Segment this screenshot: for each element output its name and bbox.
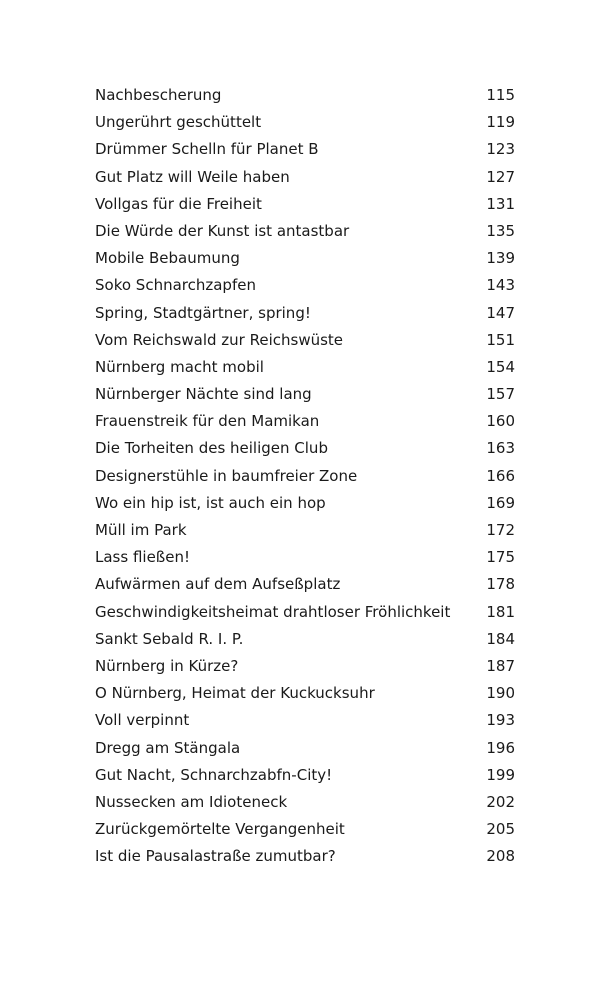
toc-entry-title: Drümmer Schelln für Planet B — [95, 140, 319, 159]
toc-entry — [95, 793, 515, 820]
toc-entry-title: Geschwindigkeitsheimat drahtloser Fröhlichkeit — [95, 602, 451, 621]
toc-entry — [95, 494, 515, 521]
toc-entry-title: Zurückgemörtelte Vergangenheit — [95, 820, 345, 839]
toc-entry-page-number: 119 — [486, 113, 515, 132]
toc-entry — [95, 331, 515, 358]
toc-entry — [95, 684, 515, 711]
toc-entry-title: Vom Reichswald zur Reichswüste — [95, 330, 344, 349]
toc-entry — [95, 222, 515, 249]
toc-entry-title: Nachbescherung — [95, 86, 222, 104]
toc-entry-page-number: 196 — [486, 738, 515, 757]
toc-entry-title: Müll im Park — [95, 521, 187, 539]
toc-entry-page-number: 163 — [486, 439, 515, 458]
toc-entry-title: Nürnberger Nächte sind lang — [95, 385, 312, 404]
toc-entry-page-number: 135 — [486, 221, 515, 240]
toc-entry-page-number: 199 — [486, 765, 515, 784]
toc-entry-page-number: 193 — [486, 711, 515, 730]
toc-entry — [95, 548, 515, 575]
toc-entry — [95, 168, 515, 195]
toc-entry — [95, 304, 515, 331]
toc-entry-page-number: 123 — [486, 140, 515, 159]
toc-entry-title: Gut Platz will Weile haben — [95, 167, 290, 186]
toc-entry-page-number: 172 — [486, 521, 515, 539]
toc-entry-page-number: 127 — [486, 167, 515, 186]
toc-entry — [95, 739, 515, 766]
toc-entry-title: Lass fließen! — [95, 548, 190, 567]
toc-entry-page-number: 143 — [486, 276, 515, 295]
toc-entry-page-number: 166 — [486, 466, 515, 485]
toc-entry-title: Wo ein hip ist, ist auch ein hop — [95, 493, 326, 512]
toc-entry — [95, 412, 515, 439]
toc-entry — [95, 113, 515, 140]
toc-entry — [95, 820, 515, 847]
toc-entry-title: Dregg am Stängala — [95, 738, 241, 757]
toc-entry-title: Nürnberg macht mobil — [95, 357, 264, 376]
toc-entry — [95, 766, 515, 793]
table-of-contents — [95, 86, 515, 874]
toc-entry — [95, 385, 515, 412]
toc-entry-page-number: 187 — [486, 656, 515, 675]
toc-entry — [95, 358, 515, 385]
toc-entry-title: Ist die Pausalastraße zumutbar? — [95, 847, 336, 866]
toc-entry-title: Voll verpinnt — [95, 711, 190, 730]
toc-entry — [95, 711, 515, 738]
toc-entry — [95, 276, 515, 303]
toc-entry-title: Ungerührt geschüttelt — [95, 113, 262, 132]
toc-entry-title: Aufwärmen auf dem Aufseßplatz — [95, 575, 341, 594]
toc-entry — [95, 140, 515, 167]
toc-entry-page-number: 160 — [486, 412, 515, 431]
toc-entry-title: Spring, Stadtgärtner, spring! — [95, 303, 311, 322]
toc-entry-page-number: 208 — [486, 847, 515, 866]
toc-entry-page-number: 202 — [486, 792, 515, 811]
toc-entry — [95, 575, 515, 602]
toc-entry-page-number: 184 — [486, 629, 515, 648]
toc-entry-page-number: 154 — [486, 357, 515, 376]
toc-entry-page-number: 115 — [486, 86, 515, 104]
toc-entry — [95, 86, 515, 113]
toc-entry-title: Nürnberg in Kürze? — [95, 656, 239, 675]
toc-entry-page-number: 178 — [486, 575, 515, 594]
toc-entry-title: Frauenstreik für den Mamikan — [95, 412, 320, 431]
toc-entry-page-number: 190 — [486, 684, 515, 703]
toc-entry-page-number: 181 — [486, 602, 515, 621]
toc-entry-title: Die Torheiten des heiligen Club — [95, 439, 328, 458]
toc-entry — [95, 195, 515, 222]
toc-entry — [95, 847, 515, 874]
toc-entry — [95, 603, 515, 630]
toc-entry-title: Vollgas für die Freiheit — [95, 194, 262, 213]
toc-entry-title: O Nürnberg, Heimat der Kuckucksuhr — [95, 684, 375, 703]
toc-entry-page-number: 157 — [486, 385, 515, 404]
toc-entry-title: Nussecken am Idioteneck — [95, 792, 288, 811]
toc-entry-page-number: 139 — [486, 249, 515, 268]
toc-entry-page-number: 175 — [486, 548, 515, 567]
toc-entry — [95, 521, 515, 548]
toc-entry-page-number: 205 — [486, 820, 515, 839]
toc-entry-page-number: 169 — [486, 493, 515, 512]
toc-entry-page-number: 151 — [486, 330, 515, 349]
toc-entry-page-number: 147 — [486, 303, 515, 322]
toc-entry — [95, 630, 515, 657]
toc-entry-title: Designerstühle in baumfreier Zone — [95, 466, 358, 485]
toc-entry — [95, 467, 515, 494]
toc-entry-title: Mobile Bebaumung — [95, 249, 240, 268]
toc-entry-title: Sankt Sebald R. I. P. — [95, 629, 244, 648]
toc-entry-title: Soko Schnarchzapfen — [95, 276, 256, 295]
toc-entry-title: Gut Nacht, Schnarchzabfn-City! — [95, 765, 333, 784]
toc-entry-page-number: 131 — [486, 194, 515, 213]
toc-entry — [95, 249, 515, 276]
toc-entry — [95, 657, 515, 684]
toc-entry-title: Die Würde der Kunst ist antastbar — [95, 221, 350, 240]
toc-entry — [95, 439, 515, 466]
